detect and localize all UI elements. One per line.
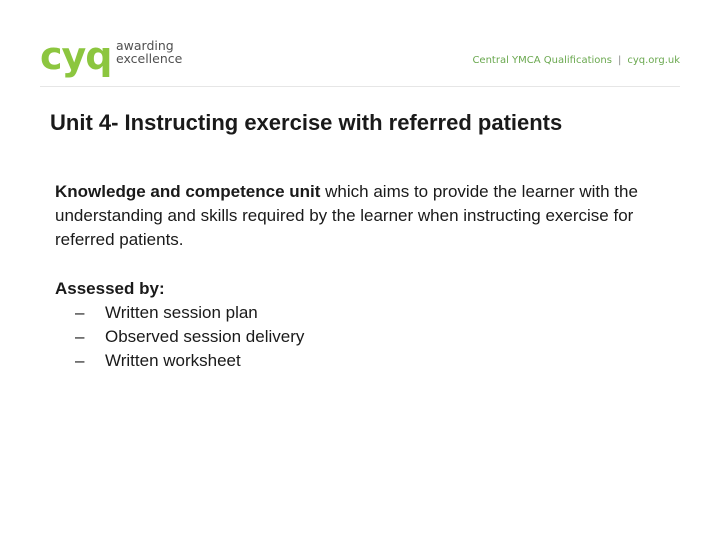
header-separator: | [617, 55, 622, 66]
intro-text: which aims to provide the learner with the understanding and skills required by the learner when instructing exercise for referred patients. [55, 182, 638, 249]
dash-bullet: – [75, 327, 85, 346]
org-name: Central YMCA Qualifications [472, 55, 612, 66]
list-item-text: Written session plan [105, 303, 258, 322]
header-divider [40, 86, 680, 87]
slide-title: Unit 4- Instructing exercise with referred patients [50, 110, 563, 135]
list-item-text: Observed session delivery [105, 327, 305, 346]
slide-header [0, 0, 720, 90]
logo-tagline [116, 40, 196, 65]
assessment-list [55, 301, 655, 373]
logo-tagline-line2: excellence [116, 50, 183, 66]
list-item [55, 301, 655, 325]
assessed-by-label: Assessed by: [55, 279, 165, 298]
dash-bullet: – [75, 303, 85, 322]
intro-bold-text: Knowledge and competence unit [55, 182, 321, 201]
intro-paragraph [55, 180, 655, 252]
website-text: cyq.org.uk [627, 55, 680, 66]
list-item [55, 325, 655, 349]
list-item [55, 349, 655, 373]
logo-tagline-line1: awarding [116, 38, 174, 53]
cyq-logo: cyq [40, 34, 112, 78]
list-item-text: Written worksheet [105, 351, 241, 370]
dash-bullet: – [75, 351, 85, 370]
assessment-section [55, 277, 655, 373]
header-org-info [472, 55, 680, 66]
